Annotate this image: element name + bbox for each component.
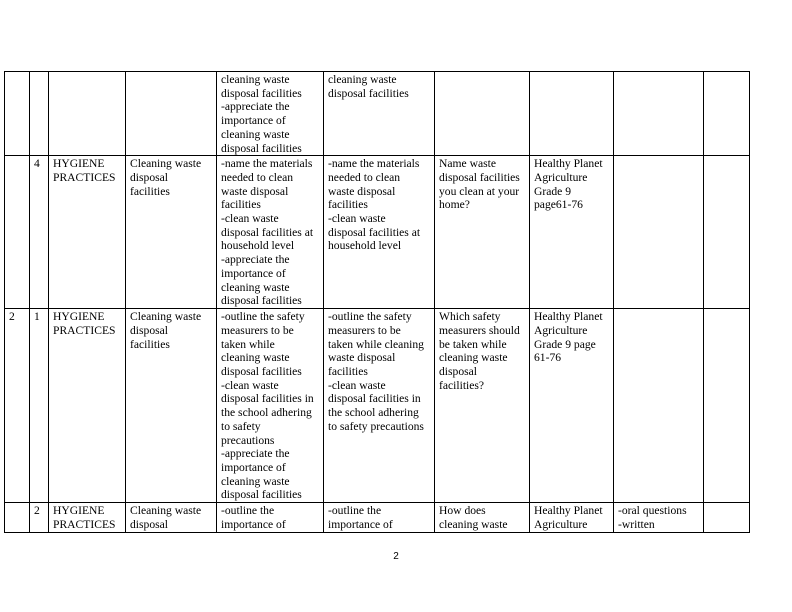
table-row <box>5 309 750 503</box>
resources-cell: Healthy Planet Agriculture Grade 9 page 61-76 <box>530 309 614 503</box>
week-cell <box>5 503 30 532</box>
learning-outcomes-cell: cleaning waste disposal facilities -appreciate the importance of cleaning waste disposal facilities <box>217 72 324 156</box>
sub-strand-cell: Cleaning waste disposal facilities <box>126 156 217 309</box>
week-cell <box>5 72 30 156</box>
learning-outcomes-cell: -name the materials needed to clean waste disposal facilities -clean waste disposal facilities at household level -appreciate the importance of cleaning waste disposal facilities <box>217 156 324 309</box>
assessment-cell <box>614 156 704 309</box>
key-inquiry-cell: Name waste disposal facilities you clean at your home? <box>435 156 530 309</box>
lesson-cell: 4 <box>30 156 49 309</box>
strand-cell <box>49 72 126 156</box>
table-row <box>5 503 750 532</box>
assessment-cell <box>614 72 704 156</box>
table-row <box>5 72 750 156</box>
week-cell: 2 <box>5 309 30 503</box>
table-row <box>5 156 750 309</box>
sub-strand-cell: Cleaning waste disposal <box>126 503 217 532</box>
scheme-of-work-table <box>4 71 750 533</box>
remarks-cell <box>704 503 750 532</box>
remarks-cell <box>704 72 750 156</box>
strand-cell: HYGIENE PRACTICES <box>49 309 126 503</box>
learning-outcomes-cell: -outline the importance of <box>217 503 324 532</box>
lesson-cell: 1 <box>30 309 49 503</box>
learning-experiences-cell: -outline the safety measurers to be taken while cleaning waste disposal facilities -clean waste disposal facilities in the school adhering to safety precautions <box>324 309 435 503</box>
assessment-cell <box>614 309 704 503</box>
week-cell <box>5 156 30 309</box>
key-inquiry-cell: Which safety measurers should be taken while cleaning waste disposal facilities? <box>435 309 530 503</box>
lesson-cell: 2 <box>30 503 49 532</box>
page-number: 2 <box>393 551 399 562</box>
learning-experiences-cell: -name the materials needed to clean waste disposal facilities -clean waste disposal facilities at household level <box>324 156 435 309</box>
sub-strand-cell: Cleaning waste disposal facilities <box>126 309 217 503</box>
learning-experiences-cell: -outline the importance of <box>324 503 435 532</box>
key-inquiry-cell <box>435 72 530 156</box>
assessment-cell: -oral questions -written <box>614 503 704 532</box>
strand-cell: HYGIENE PRACTICES <box>49 156 126 309</box>
remarks-cell <box>704 156 750 309</box>
resources-cell: Healthy Planet Agriculture <box>530 503 614 532</box>
strand-cell: HYGIENE PRACTICES <box>49 503 126 532</box>
resources-cell: Healthy Planet Agriculture Grade 9 page61-76 <box>530 156 614 309</box>
remarks-cell <box>704 309 750 503</box>
sub-strand-cell <box>126 72 217 156</box>
learning-outcomes-cell: -outline the safety measurers to be taken while cleaning waste disposal facilities -clean waste disposal facilities in the school adhering to safety precautions -appreciate the importance of cleaning waste disposal facilities <box>217 309 324 503</box>
learning-experiences-cell: cleaning waste disposal facilities <box>324 72 435 156</box>
key-inquiry-cell: How does cleaning waste <box>435 503 530 532</box>
lesson-cell <box>30 72 49 156</box>
resources-cell <box>530 72 614 156</box>
